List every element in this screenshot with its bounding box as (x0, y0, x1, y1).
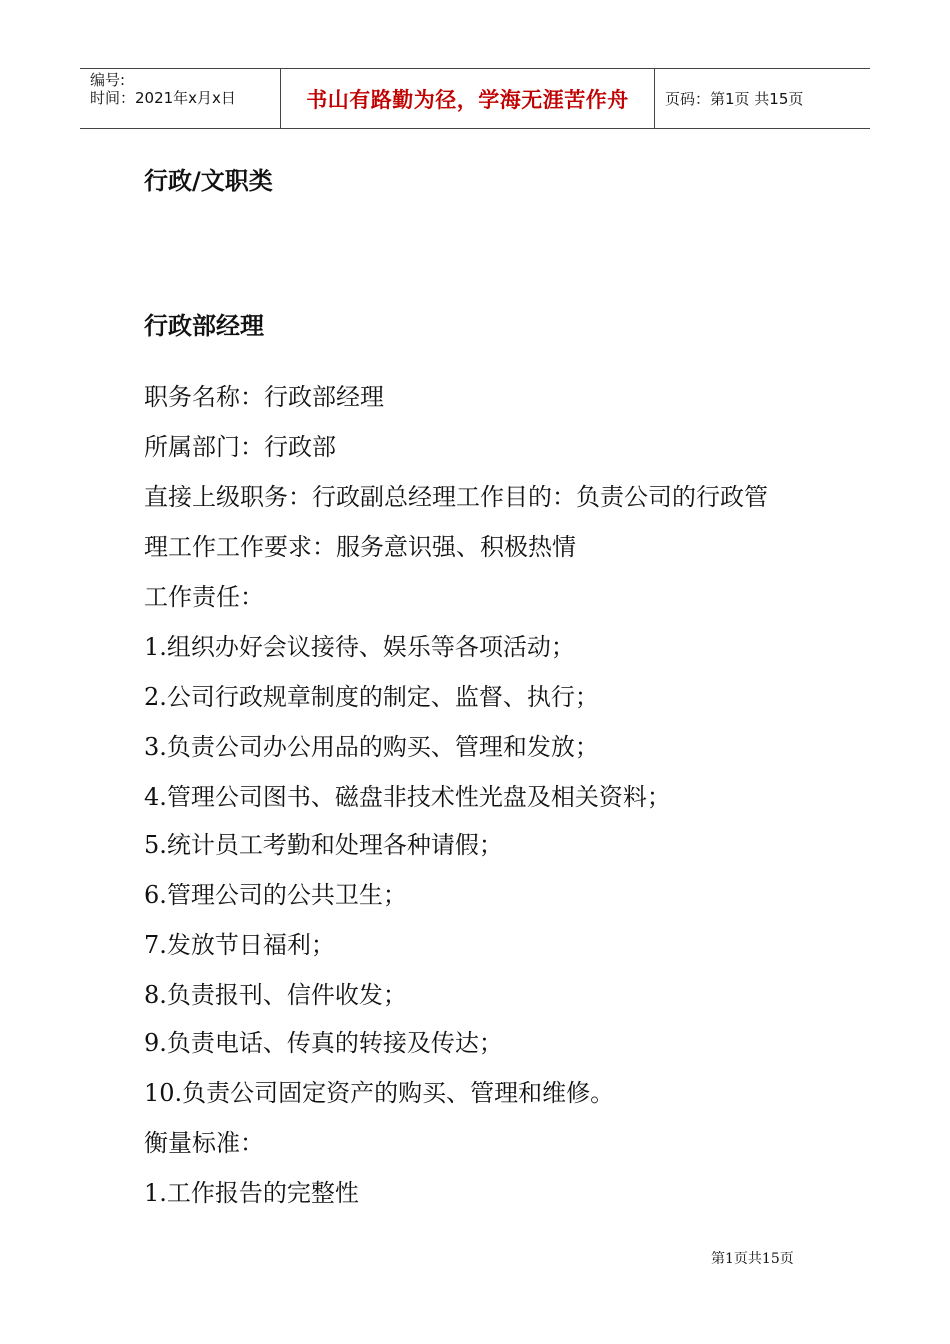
document-date-label: 时间：2021年x月x日 (90, 89, 236, 107)
list-item: 3.负责公司办公用品的购买、管理和发放； (144, 733, 599, 761)
body-line: 所属部门：行政部 (144, 433, 336, 461)
list-item: 2.公司行政规章制度的制定、监督、执行； (144, 683, 599, 711)
list-item: 6.管理公司的公共卫生； (144, 881, 407, 909)
list-item: 10.负责公司固定资产的购买、管理和维修。 (144, 1079, 615, 1107)
body-line: 衡量标准： (144, 1129, 264, 1157)
document-number-label: 编号: (90, 71, 126, 89)
page-footer: 第1页共15页 (711, 1251, 794, 1267)
list-item: 1.组织办好会议接待、娱乐等各项活动； (144, 633, 575, 661)
document-header (80, 68, 870, 129)
list-item: 4.管理公司图书、磁盘非技术性光盘及相关资料； (144, 783, 671, 811)
header-motto: 书山有路勤为径，学海无涯苦作舟 (281, 69, 655, 128)
header-page-info: 页码：第1页 共15页 (665, 90, 804, 108)
list-item: 9.负责电话、传真的转接及传达； (144, 1029, 503, 1057)
section-title: 行政部经理 (144, 312, 264, 340)
list-item: 5.统计员工考勤和处理各种请假； (144, 831, 503, 859)
body-line: 直接上级职务：行政副总经理工作目的：负责公司的行政管 (144, 483, 768, 511)
body-line: 理工作工作要求：服务意识强、积极热情 (144, 533, 576, 561)
list-item: 7.发放节日福利； (144, 931, 335, 959)
category-title: 行政/文职类 (144, 167, 273, 195)
body-line: 职务名称：行政部经理 (144, 383, 384, 411)
list-item: 1.工作报告的完整性 (144, 1179, 359, 1207)
header-meta-cell (80, 69, 281, 128)
list-item: 8.负责报刊、信件收发； (144, 981, 407, 1009)
body-line: 工作责任： (144, 583, 264, 611)
